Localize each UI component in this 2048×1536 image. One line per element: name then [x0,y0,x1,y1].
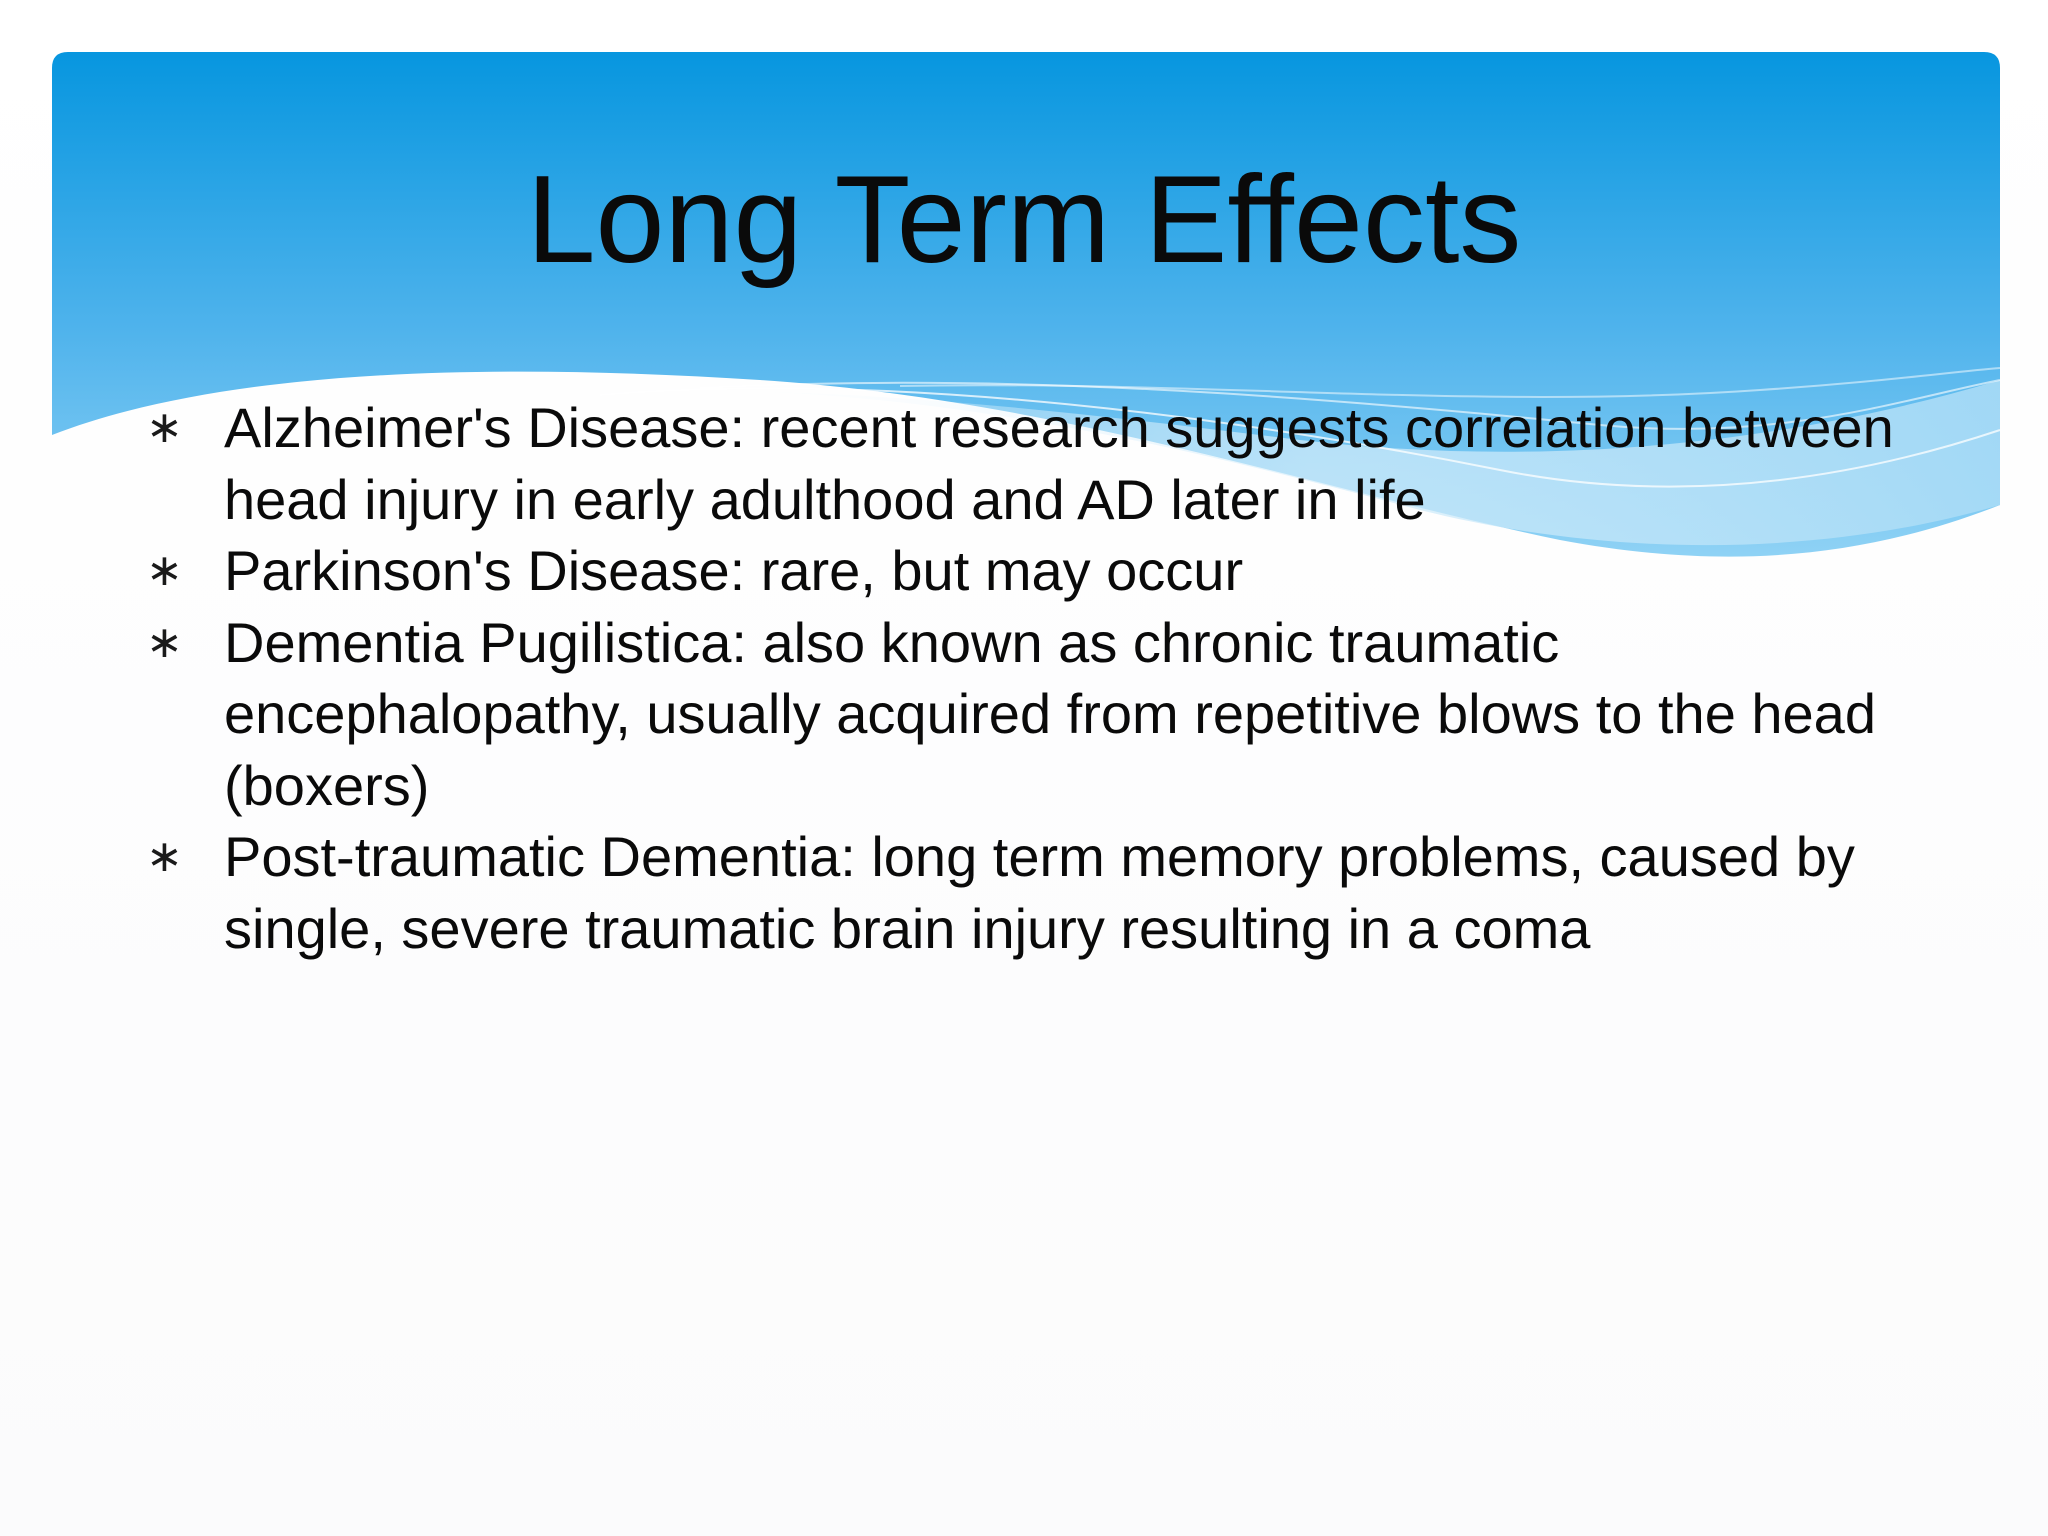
bullet-item-parkinsons [146,535,1946,607]
asterisk-icon: ∗ [146,832,183,881]
slide-title: Long Term Effects [526,151,1522,289]
bullet-item-dementia-pugilistica [146,607,1946,822]
bullet-text: Post-traumatic Dementia: long term memory problems, caused by single, severe traumatic brain injury resulting in a coma [224,825,1855,960]
bullet-item-alzheimers [146,392,1946,535]
bullet-text: Dementia Pugilistica: also known as chronic traumatic encephalopathy, usually acquired from repetitive blows to the head (boxers) [224,610,1876,817]
bullet-item-post-traumatic-dementia [146,821,1946,964]
bullet-text: Alzheimer's Disease: recent research suggests correlation between head injury in early adulthood and AD later in life [224,396,1894,531]
asterisk-icon: ∗ [146,403,183,452]
bullet-text: Parkinson's Disease: rare, but may occur [224,539,1244,602]
bullet-list [146,392,1946,964]
asterisk-icon: ∗ [146,546,183,595]
asterisk-icon: ∗ [146,617,183,667]
